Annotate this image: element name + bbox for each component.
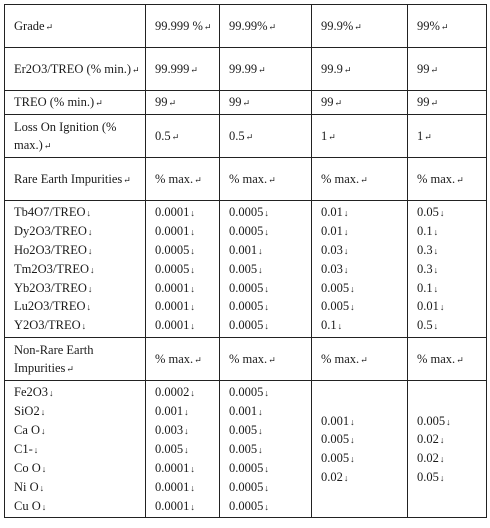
list-item-text: 0.0005 xyxy=(229,205,264,219)
list-item-text: 0.005 xyxy=(155,441,184,456)
down-arrow-icon: ↓ xyxy=(343,245,349,256)
list-item xyxy=(321,316,402,335)
down-arrow-icon: ↓ xyxy=(87,245,93,256)
spec-value: 99↵ xyxy=(220,91,312,115)
list-item-text: Fe2O3 xyxy=(14,385,49,400)
down-arrow-icon: ↓ xyxy=(264,321,269,332)
list-item xyxy=(417,260,481,279)
list-item-text: 0.005 xyxy=(321,280,350,295)
list-item-text: 0.03 xyxy=(321,261,343,276)
list-item-text: 0.02 xyxy=(417,432,439,447)
list-item-text: 0.02 xyxy=(321,470,343,485)
down-arrow-icon: ↓ xyxy=(439,208,445,218)
list-item xyxy=(155,241,214,260)
list-item xyxy=(229,421,306,440)
list-item-text: SiO2 xyxy=(14,404,40,419)
list-item-text: 0.0002 xyxy=(155,385,190,400)
down-arrow-icon: ↓ xyxy=(41,426,46,437)
list-item-text: 0.0005 xyxy=(229,460,264,475)
list-item-text: 0.3 xyxy=(417,242,433,257)
list-item xyxy=(417,412,481,431)
impurity-values xyxy=(312,201,408,338)
list-item xyxy=(229,497,306,516)
list-item-text: 0.5 xyxy=(417,318,433,333)
down-arrow-icon: ↓ xyxy=(90,264,95,275)
non-rare-earth-block xyxy=(5,381,487,518)
list-item-text: C1- xyxy=(14,441,33,456)
down-arrow-icon: ↓ xyxy=(49,388,54,399)
down-arrow-icon: ↓ xyxy=(190,501,195,512)
down-arrow-icon: ↓ xyxy=(343,473,349,484)
down-arrow-icon: ↓ xyxy=(433,264,439,275)
down-arrow-icon: ↓ xyxy=(350,435,355,446)
list-item xyxy=(155,279,214,298)
list-item-text: 0.0001 xyxy=(155,205,190,219)
unit-cell: % max.↵ xyxy=(146,338,220,381)
section-heading: Non-Rare Earth Impurities↵ xyxy=(5,338,146,381)
down-arrow-icon: ↓ xyxy=(433,245,439,256)
list-item xyxy=(14,421,140,440)
impurity-values xyxy=(312,381,408,518)
list-item-text: 0.1 xyxy=(321,318,337,333)
list-item-text: 0.0005 xyxy=(229,479,264,494)
down-arrow-icon: ↓ xyxy=(446,416,451,427)
list-item xyxy=(417,203,481,222)
impurity-values xyxy=(408,381,487,518)
down-arrow-icon: ↓ xyxy=(190,226,195,237)
down-arrow-icon: ↓ xyxy=(258,444,263,455)
grade-label: Grade↵ xyxy=(5,5,146,48)
spec-value: 99↵ xyxy=(146,91,220,115)
down-arrow-icon: ↓ xyxy=(343,208,349,218)
list-item xyxy=(417,316,481,335)
list-item xyxy=(229,316,306,335)
list-item xyxy=(321,297,402,316)
spec-value: 99↵ xyxy=(408,48,487,91)
down-arrow-icon: ↓ xyxy=(87,283,93,294)
spec-value: 1↵ xyxy=(312,115,408,158)
list-item xyxy=(155,383,214,402)
impurity-values xyxy=(146,381,220,518)
list-item xyxy=(417,468,481,487)
spec-value: 99↵ xyxy=(408,91,487,115)
down-arrow-icon: ↓ xyxy=(40,407,46,418)
list-item-text: 0.03 xyxy=(321,242,343,257)
impurity-values xyxy=(220,201,312,338)
unit-cell: % max.↵ xyxy=(220,158,312,201)
list-item xyxy=(417,241,481,260)
down-arrow-icon: ↓ xyxy=(264,302,269,313)
grade-cell: 99.999 %↵ xyxy=(146,5,220,48)
list-item xyxy=(14,297,140,316)
list-item-text: 0.0005 xyxy=(229,223,264,238)
section-row-nonrare xyxy=(5,338,487,381)
down-arrow-icon: ↓ xyxy=(190,208,195,218)
down-arrow-icon: ↓ xyxy=(184,444,189,455)
list-item xyxy=(14,440,140,459)
down-arrow-icon: ↓ xyxy=(439,473,445,484)
list-item-text: Tm2O3/TREO xyxy=(14,261,89,276)
list-item-text: 0.02 xyxy=(417,451,439,466)
spec-value: 99.999↵ xyxy=(146,48,220,91)
list-item-text: 0.005 xyxy=(229,441,258,456)
down-arrow-icon: ↓ xyxy=(184,426,189,437)
list-item-text: 0.001 xyxy=(229,242,258,257)
list-item-text: 0.001 xyxy=(155,404,184,419)
down-arrow-icon: ↓ xyxy=(264,226,269,237)
list-item-text: 0.05 xyxy=(417,205,439,219)
down-arrow-icon: ↓ xyxy=(190,463,195,474)
list-item-text: Ca O xyxy=(14,423,41,438)
down-arrow-icon: ↓ xyxy=(86,208,92,218)
down-arrow-icon: ↓ xyxy=(264,463,269,474)
spec-label: Loss On Ignition (% max.)↵ xyxy=(5,115,146,158)
impurity-values xyxy=(146,201,220,338)
spec-value: 99.9↵ xyxy=(312,48,408,91)
list-item-text: 0.001 xyxy=(321,413,350,428)
down-arrow-icon: ↓ xyxy=(41,463,47,474)
down-arrow-icon: ↓ xyxy=(258,245,263,256)
spec-value: 99.99↵ xyxy=(220,48,312,91)
list-item xyxy=(14,241,140,260)
list-item-text: 0.0005 xyxy=(229,280,264,295)
list-item-text: 0.01 xyxy=(417,299,439,314)
list-item xyxy=(417,297,481,316)
list-item xyxy=(321,468,402,487)
down-arrow-icon: ↓ xyxy=(264,208,269,218)
list-item-text: 0.0001 xyxy=(155,299,190,314)
list-item-text: 0.0005 xyxy=(155,261,190,276)
list-item xyxy=(229,203,306,222)
list-item xyxy=(14,459,140,478)
down-arrow-icon: ↓ xyxy=(350,283,355,294)
list-item-text: Lu2O3/TREO xyxy=(14,299,86,314)
list-item xyxy=(417,279,481,298)
list-item xyxy=(321,279,402,298)
list-item-text: Ho2O3/TREO xyxy=(14,242,87,257)
down-arrow-icon: ↓ xyxy=(350,454,355,465)
list-item xyxy=(155,497,214,516)
list-item xyxy=(155,222,214,241)
list-item-text: Cu O xyxy=(14,498,41,513)
list-item xyxy=(155,402,214,421)
list-item-text: 0.001 xyxy=(229,404,258,419)
list-item-text: 0.0005 xyxy=(229,498,264,513)
down-arrow-icon: ↓ xyxy=(264,482,269,493)
list-item xyxy=(229,297,306,316)
list-item xyxy=(14,497,140,516)
spec-label: TREO (% min.)↵ xyxy=(5,91,146,115)
list-item xyxy=(417,449,481,468)
list-item-text: 0.005 xyxy=(321,299,350,314)
list-item-text: 0.005 xyxy=(321,451,350,466)
list-item-text: 0.0001 xyxy=(155,479,190,494)
list-item-text: 0.005 xyxy=(321,432,350,447)
list-item-text: 0.005 xyxy=(229,423,258,438)
down-arrow-icon: ↓ xyxy=(190,264,195,275)
down-arrow-icon: ↓ xyxy=(439,454,445,465)
spec-row xyxy=(5,115,487,158)
list-item-text: 0.003 xyxy=(155,423,184,438)
list-item-text: 0.0001 xyxy=(155,460,190,475)
list-item xyxy=(229,279,306,298)
list-item xyxy=(155,459,214,478)
list-item xyxy=(14,260,140,279)
impurity-labels xyxy=(5,201,146,338)
unit-cell: % max.↵ xyxy=(146,158,220,201)
spec-row xyxy=(5,48,487,91)
down-arrow-icon: ↓ xyxy=(350,302,355,313)
list-item xyxy=(229,459,306,478)
list-item-text: 0.01 xyxy=(321,205,343,219)
list-item xyxy=(155,297,214,316)
list-item xyxy=(14,222,140,241)
list-item xyxy=(14,402,140,421)
down-arrow-icon: ↓ xyxy=(190,245,195,256)
list-item-text: 0.1 xyxy=(417,223,433,238)
list-item xyxy=(229,222,306,241)
section-row-rare xyxy=(5,158,487,201)
impurity-labels xyxy=(5,381,146,518)
spec-value: 1↵ xyxy=(408,115,487,158)
spec-label: Er2O3/TREO (% min.)↵ xyxy=(5,48,146,91)
list-item-text: 0.0001 xyxy=(155,318,190,333)
down-arrow-icon: ↓ xyxy=(39,482,45,493)
list-item xyxy=(155,478,214,497)
list-item xyxy=(155,316,214,335)
down-arrow-icon: ↓ xyxy=(86,302,92,313)
list-item-text: 0.0001 xyxy=(155,280,190,295)
down-arrow-icon: ↓ xyxy=(190,388,195,399)
down-arrow-icon: ↓ xyxy=(81,321,87,332)
unit-cell: % max.↵ xyxy=(220,338,312,381)
list-item xyxy=(14,383,140,402)
down-arrow-icon: ↓ xyxy=(184,407,189,418)
list-item xyxy=(321,203,402,222)
list-item-text: 0.0005 xyxy=(155,242,190,257)
down-arrow-icon: ↓ xyxy=(343,264,349,275)
list-item xyxy=(229,383,306,402)
down-arrow-icon: ↓ xyxy=(433,283,439,294)
list-item xyxy=(321,241,402,260)
spec-row xyxy=(5,91,487,115)
list-item xyxy=(417,430,481,449)
grade-cell: 99%↵ xyxy=(408,5,487,48)
unit-cell: % max.↵ xyxy=(312,338,408,381)
list-item xyxy=(321,449,402,468)
list-item xyxy=(14,203,140,222)
unit-cell: % max.↵ xyxy=(408,338,487,381)
list-item xyxy=(155,440,214,459)
list-item-text: 0.0005 xyxy=(229,385,264,400)
down-arrow-icon: ↓ xyxy=(258,407,263,418)
down-arrow-icon: ↓ xyxy=(264,283,269,294)
down-arrow-icon: ↓ xyxy=(33,444,39,455)
unit-cell: % max.↵ xyxy=(312,158,408,201)
list-item-text: 0.1 xyxy=(417,280,433,295)
list-item xyxy=(229,241,306,260)
list-item xyxy=(417,222,481,241)
list-item xyxy=(321,430,402,449)
list-item xyxy=(229,440,306,459)
down-arrow-icon: ↓ xyxy=(350,416,355,427)
down-arrow-icon: ↓ xyxy=(264,388,269,399)
down-arrow-icon: ↓ xyxy=(190,283,195,294)
list-item xyxy=(14,478,140,497)
list-item xyxy=(321,412,402,431)
section-heading: Rare Earth Impurities↵ xyxy=(5,158,146,201)
down-arrow-icon: ↓ xyxy=(439,435,445,446)
list-item xyxy=(14,279,140,298)
down-arrow-icon: ↓ xyxy=(264,501,269,512)
list-item-text: Tb4O7/TREO xyxy=(14,205,86,219)
list-item-text: 0.0001 xyxy=(155,498,190,513)
down-arrow-icon: ↓ xyxy=(343,226,349,237)
spec-value: 99↵ xyxy=(312,91,408,115)
list-item-text: 0.01 xyxy=(321,223,343,238)
spec-value: 0.5↵ xyxy=(220,115,312,158)
down-arrow-icon: ↓ xyxy=(258,264,263,275)
list-item xyxy=(321,260,402,279)
impurity-values xyxy=(220,381,312,518)
down-arrow-icon: ↓ xyxy=(433,321,439,332)
list-item-text: Dy2O3/TREO xyxy=(14,223,87,238)
down-arrow-icon: ↓ xyxy=(258,426,263,437)
impurity-values xyxy=(408,201,487,338)
list-item-text: 0.05 xyxy=(417,470,439,485)
list-item xyxy=(229,402,306,421)
list-item xyxy=(155,203,214,222)
list-item xyxy=(229,478,306,497)
grade-cell: 99.99%↵ xyxy=(220,5,312,48)
list-item-text: Y2O3/TREO xyxy=(14,318,81,333)
list-item-text: 0.0005 xyxy=(229,299,264,314)
list-item-text: Ni O xyxy=(14,479,39,494)
list-item xyxy=(155,260,214,279)
grade-cell: 99.9%↵ xyxy=(312,5,408,48)
down-arrow-icon: ↓ xyxy=(439,302,445,313)
down-arrow-icon: ↓ xyxy=(41,501,47,512)
list-item xyxy=(229,260,306,279)
list-item xyxy=(14,316,140,335)
down-arrow-icon: ↓ xyxy=(190,302,195,313)
grade-row xyxy=(5,5,487,48)
down-arrow-icon: ↓ xyxy=(337,321,343,332)
down-arrow-icon: ↓ xyxy=(433,226,439,237)
list-item xyxy=(321,222,402,241)
specification-table xyxy=(4,4,487,518)
list-item-text: Co O xyxy=(14,460,41,475)
list-item-text: 0.005 xyxy=(229,261,258,276)
list-item-text: 0.3 xyxy=(417,261,433,276)
list-item-text: 0.0001 xyxy=(155,223,190,238)
down-arrow-icon: ↓ xyxy=(87,226,93,237)
spec-value: 0.5↵ xyxy=(146,115,220,158)
list-item-text: 0.0005 xyxy=(229,318,264,333)
list-item-text: 0.005 xyxy=(417,413,446,428)
down-arrow-icon: ↓ xyxy=(190,482,195,493)
list-item-text: Yb2O3/TREO xyxy=(14,280,87,295)
down-arrow-icon: ↓ xyxy=(190,321,195,332)
list-item xyxy=(155,421,214,440)
rare-earth-block xyxy=(5,201,487,338)
unit-cell: % max.↵ xyxy=(408,158,487,201)
